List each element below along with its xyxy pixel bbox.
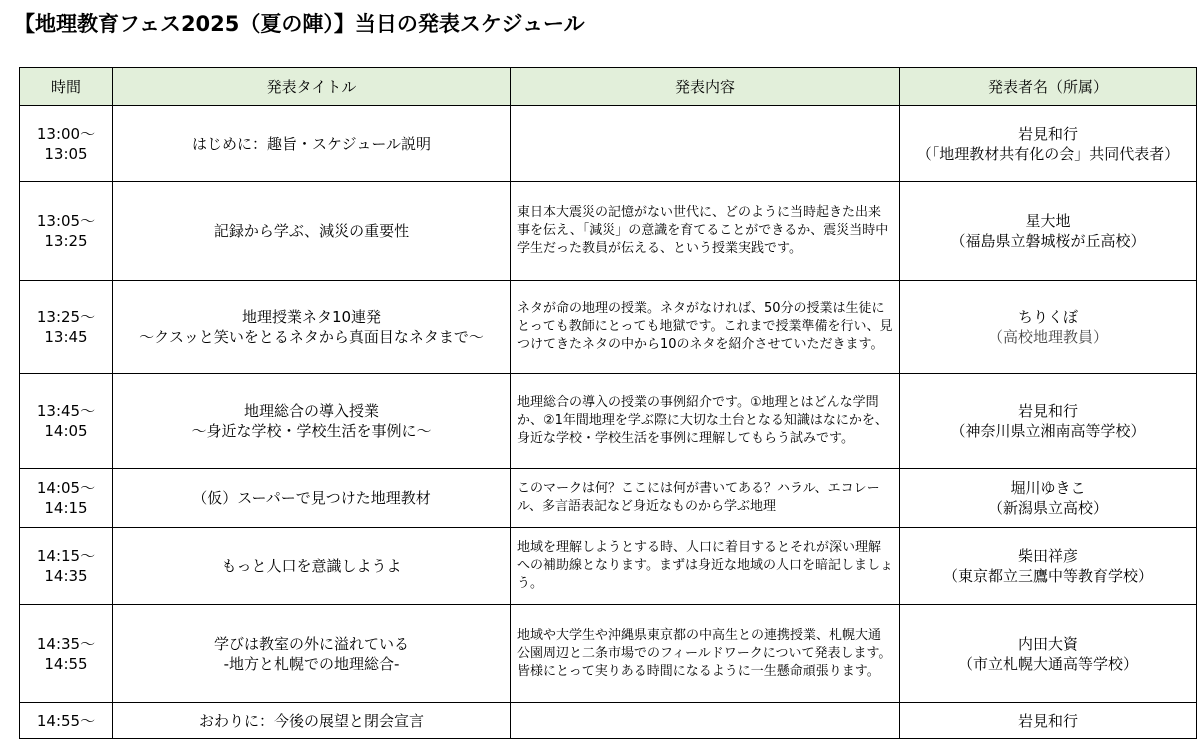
title-cell [113, 703, 511, 739]
header-content: 発表内容 [511, 68, 900, 106]
time-end: 14:15 [44, 499, 88, 517]
time-end: 14:35 [44, 567, 88, 585]
content-cell [511, 605, 900, 703]
title-cell [113, 182, 511, 281]
presenter-affiliation: （新潟県立高校） [987, 499, 1108, 517]
content-cell [511, 528, 900, 605]
presenter-affiliation: （東京都立三鷹中等教育学校） [942, 567, 1153, 585]
presenter-cell [900, 605, 1197, 703]
presenter-cell [900, 182, 1197, 281]
time-cell [20, 469, 113, 528]
talk-subtitle: ～身近な学校・学校生活を事例に～ [191, 422, 432, 440]
time-end: 13:25 [44, 232, 88, 250]
table-row [20, 528, 1197, 605]
page-title: 【地理教育フェス2025（夏の陣）】当日の発表スケジュール [14, 12, 585, 36]
time-start: 14:15～ [36, 547, 96, 565]
table-row [20, 182, 1197, 281]
talk-description: 地理総合の導入の授業の事例紹介です。①地理とはどんな学問か、②1年間地理を学ぶ際に大切な土台となる知識はなにかを、身近な学校・学校生活を事例に理解してもらう試みです。 [517, 395, 888, 446]
table-row [20, 281, 1197, 374]
presenter-cell [900, 469, 1197, 528]
header-time: 時間 [20, 68, 113, 106]
presenter-affiliation: （市立札幌大通高等学校） [957, 654, 1138, 673]
header-title: 発表タイトル [113, 68, 511, 106]
talk-description: 地域や大学生や沖縄県東京都の中高生との連携授業、札幌大通公園周辺と二条市場でのフィールドワークについて発表します。皆様にとって実りある時間になるように一生懸命頑張ります。 [517, 627, 892, 679]
talk-title: 地理総合の導入授業 [243, 402, 379, 420]
talk-subtitle: -地方と札幌での地理総合- [223, 654, 400, 673]
table-row [20, 374, 1197, 469]
presenter-name: 岩見和行 [1017, 124, 1078, 143]
presenter-affiliation: （高校地理教員） [987, 328, 1108, 346]
presenter-cell [900, 281, 1197, 374]
talk-description: 地域を理解しようとする時、人口に着目するとそれが深い理解への補助線となります。まずは身近な地域の人口を暗記しましょう。 [517, 540, 893, 591]
talk-title: 学びは教室の外に溢れている [213, 634, 409, 653]
time-start: 14:55～ [36, 711, 96, 730]
time-end: 13:45 [44, 328, 88, 346]
presenter-cell [900, 703, 1197, 739]
presenter-affiliation: （神奈川県立湘南高等学校） [950, 422, 1146, 440]
talk-title: （仮）スーパーで見つけた地理教材 [192, 489, 431, 507]
time-cell [20, 703, 113, 739]
talk-subtitle: ～クスッと笑いをとるネタから真面目なネタまで～ [139, 328, 484, 346]
presenter-cell [900, 374, 1197, 469]
table-header-row [20, 68, 1197, 106]
talk-title: 地理授業ネタ10連発 [241, 308, 382, 326]
title-cell [113, 528, 511, 605]
title-cell [113, 374, 511, 469]
presenter-name: 岩見和行 [1017, 711, 1078, 730]
presenter-name: 内田大資 [1017, 634, 1078, 653]
time-cell [20, 374, 113, 469]
presenter-cell [900, 528, 1197, 605]
presenter-affiliation: （福島県立磐城桜が丘高校） [950, 232, 1146, 250]
presenter-affiliation: （「地理教材共有化の会」共同代表者） [916, 144, 1180, 163]
talk-title: もっと人口を意識しようよ [221, 557, 402, 575]
presenter-name: ちりくぼ [1017, 308, 1078, 326]
content-cell [511, 703, 900, 739]
schedule-table [19, 67, 1197, 739]
time-cell [20, 605, 113, 703]
time-start: 14:35～ [36, 634, 96, 653]
time-cell [20, 281, 113, 374]
talk-description: 東日本大震災の記憶がない世代に、どのように当時起きた出来事を伝え、「減災」の意識を育てることができるか、震災当時中学生だった教員が伝える、という授業実践です。 [517, 205, 889, 256]
talk-description: このマークは何？ここには何が書いてある？ハラル、エコレール、多言語表記など身近なものから学ぶ地理 [517, 481, 880, 514]
table-row [20, 469, 1197, 528]
talk-title: おわりに：今後の展望と閉会宣言 [198, 711, 424, 730]
table-row [20, 106, 1197, 182]
time-start: 13:45～ [36, 402, 96, 420]
time-cell [20, 528, 113, 605]
presenter-cell [900, 106, 1197, 182]
presenter-name: 柴田祥彦 [1017, 547, 1078, 565]
time-cell [20, 182, 113, 281]
time-end: 14:55 [44, 654, 88, 673]
header-presenter: 発表者名（所属） [900, 68, 1197, 106]
title-cell [113, 106, 511, 182]
table-row [20, 703, 1197, 739]
content-cell [511, 182, 900, 281]
time-cell [20, 106, 113, 182]
time-start: 14:05～ [36, 479, 96, 497]
time-start: 13:05～ [36, 212, 96, 230]
time-end: 13:05 [44, 144, 88, 163]
presenter-name: 堀川ゆきこ [1010, 479, 1086, 497]
title-cell [113, 281, 511, 374]
talk-title: はじめに：趣旨・スケジュール説明 [191, 134, 432, 153]
title-cell [113, 605, 511, 703]
time-end: 14:05 [44, 422, 88, 440]
time-start: 13:00～ [36, 124, 96, 143]
time-start: 13:25～ [36, 308, 96, 326]
content-cell [511, 281, 900, 374]
table-row [20, 605, 1197, 703]
content-cell [511, 469, 900, 528]
talk-description: ネタが命の地理の授業。ネタがなければ、50分の授業は生徒にとっても教師にとっても地獄です。これまで授業準備を行い、見つけてきたネタの中から10のネタを紹介させていただきます。 [517, 301, 893, 352]
talk-title: 記録から学ぶ、減災の重要性 [213, 222, 410, 240]
presenter-name: 岩見和行 [1017, 402, 1078, 420]
content-cell [511, 374, 900, 469]
content-cell [511, 106, 900, 182]
title-cell [113, 469, 511, 528]
presenter-name: 星大地 [1025, 212, 1071, 230]
